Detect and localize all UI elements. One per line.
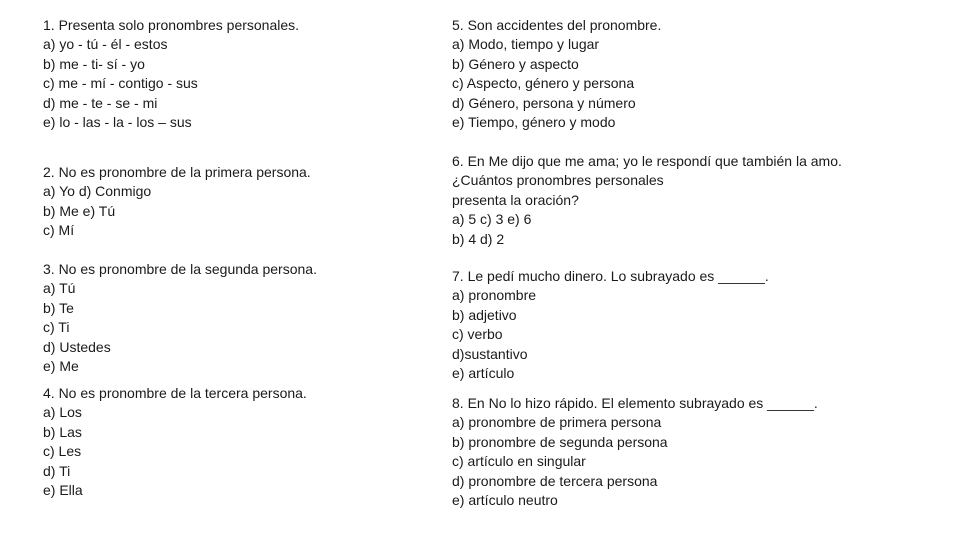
question-5-prompt: 5. Son accidentes del pronombre. — [452, 17, 662, 33]
question-6-prompt-line-3: presenta la oración? — [452, 191, 579, 208]
question-7-option-a: a) pronombre — [452, 287, 537, 304]
question-7-option-e: e) artículo — [452, 364, 515, 381]
question-8-option-c: c) artículo en singular — [452, 453, 586, 470]
question-7-option-b: b) adjetivo — [452, 306, 517, 323]
question-5-option-c: c) Aspecto, género y persona — [452, 75, 635, 92]
question-1-option-a: a) yo - tú - él - estos — [43, 36, 168, 53]
question-4-prompt: 4. No es pronombre de la tercera persona. — [43, 385, 307, 401]
question-6-options-bd: b) 4 d) 2 — [452, 230, 505, 247]
question-7-prompt: 7. Le pedí mucho dinero. Lo subrayado es ______. — [452, 268, 769, 284]
question-3-option-b: b) Te — [43, 299, 74, 316]
question-5 — [452, 16, 661, 132]
question-3 — [43, 260, 317, 376]
question-5-option-a: a) Modo, tiempo y lugar — [452, 36, 600, 53]
question-5-option-b: b) Género y aspecto — [452, 55, 579, 72]
question-4-option-a: a) Los — [43, 404, 82, 421]
question-6-prompt: 6. En Me dijo que me ama; yo le respondí que también la amo. — [452, 153, 842, 169]
question-6-prompt-line-2: ¿Cuántos pronombres personales — [452, 172, 664, 189]
question-8-option-b: b) pronombre de segunda persona — [452, 433, 668, 450]
question-1-option-b: b) me - ti- sí - yo — [43, 55, 145, 72]
question-3-prompt: 3. No es pronombre de la segunda persona. — [43, 261, 317, 277]
question-3-option-d: d) Ustedes — [43, 338, 111, 355]
question-3-option-a: a) Tú — [43, 280, 76, 297]
question-8-option-a: a) pronombre de primera persona — [452, 414, 662, 431]
question-4-option-e: e) Ella — [43, 481, 83, 498]
question-8 — [452, 394, 818, 510]
question-1 — [43, 16, 299, 132]
question-7-option-d: d)sustantivo — [452, 345, 528, 362]
question-5-option-d: d) Género, persona y número — [452, 94, 636, 111]
question-7 — [452, 267, 769, 383]
question-1-option-e: e) lo - las - la - los – sus — [43, 113, 192, 130]
question-1-option-d: d) me - te - se - mi — [43, 94, 158, 111]
question-2-option-c: c) Mí — [43, 222, 75, 239]
question-2-prompt: 2. No es pronombre de la primera persona. — [43, 164, 311, 180]
question-4 — [43, 384, 307, 500]
question-7-option-c: c) verbo — [452, 326, 503, 343]
question-1-prompt: 1. Presenta solo pronombres personales. — [43, 17, 300, 33]
question-8-option-e: e) artículo neutro — [452, 491, 558, 508]
question-1-option-c: c) me - mí - contigo - sus — [43, 75, 198, 92]
question-4-option-b: b) Las — [43, 423, 82, 440]
question-3-option-e: e) Me — [43, 357, 79, 374]
question-4-option-d: d) Ti — [43, 462, 71, 479]
question-6 — [452, 152, 842, 249]
question-2-options-be: b) Me e) Tú — [43, 202, 116, 219]
question-3-option-c: c) Ti — [43, 319, 70, 336]
question-8-option-d: d) pronombre de tercera persona — [452, 472, 658, 489]
question-5-option-e: e) Tiempo, género y modo — [452, 113, 616, 130]
question-2 — [43, 163, 311, 241]
question-4-option-c: c) Les — [43, 443, 82, 460]
question-8-prompt: 8. En No lo hizo rápido. El elemento subrayado es ______. — [452, 395, 818, 411]
question-6-options-ace: a) 5 c) 3 e) 6 — [452, 211, 532, 228]
question-2-options-ad: a) Yo d) Conmigo — [43, 183, 152, 200]
